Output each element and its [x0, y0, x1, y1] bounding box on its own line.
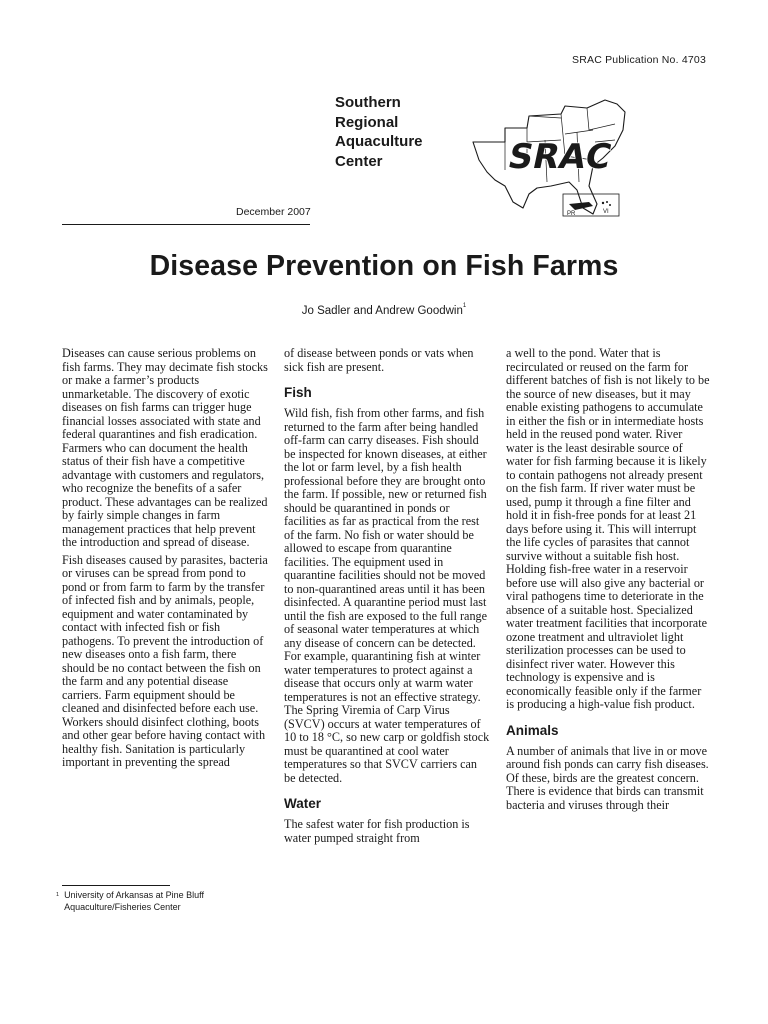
- footnote: [56, 890, 204, 913]
- body-paragraph: Wild fish, fish from other farms, and fish returned to the farm after being handled off-farm can carry diseases. Fish should be inspected for known diseases, at either the lot or farm level, by a fish health professional before they are brought onto the farm. If possible, new or returned fish should be quarantined in ponds or facilities as far as practical from the rest of the farm. No fish or water should be allowed to escape from quarantine facilities. The equipment used in quarantine facilities should not be moved to non-quarantined areas until it has been disinfected. A quarantine period must last until the fish are exposed to the full range of seasonal water temperatures at which any disease of concern can be detected. For example, quarantining fish at winter water temperatures to protect against a disease that occurs only at warm water temperatures is not an effective strategy. The Spring Viremia of Carp Virus (SVCV) occurs at water temperatures of 10 to 18 °C, so new carp or goldfish stock must be quarantined at cool water temperatures so that SVCV carriers can be detected.: [284, 406, 490, 785]
- srac-map-logo-icon: [465, 90, 635, 225]
- authors-names: Jo Sadler and Andrew Goodwin: [301, 305, 463, 317]
- footnote-marker: 1: [56, 892, 60, 898]
- header-divider: [62, 224, 310, 225]
- srac-logo-text: SRAC: [504, 137, 615, 177]
- body-paragraph: a well to the pond. Water that is recirculated or reused on the farm for different batches of fish is not likely to be the source of new diseases, but it may enable existing pathogens to accumulate in either the fish or in intermediate hosts held in the reused pond water. River water is the least desirable source of water for fish farming because it is likely to contain pathogens not already present on the fish farm. If river water must be used, pump it through a fine filter and hold it in fish-free ponds for at least 21 days before using it. This will interrupt the life cycles of parasites that cannot survive without a suitable fish host. Holding fish-free water in a reservoir before use will also give any bacterial or viral pathogens time to deteriorate in the absence of a suitable host. Specialized water treatment facilities that incorporate ozone treatment and ultraviolet light sterilization processes can be used to disinfect river water. However this technology is expensive and is economically feasible only if the farmer is producing a high-value fish product.: [506, 346, 710, 711]
- org-name-line: Regional: [335, 113, 399, 131]
- body-paragraph: of disease between ponds or vats when sick fish are present.: [284, 346, 474, 374]
- org-name-line: Center: [335, 152, 383, 170]
- footnote-line: University of Arkansas at Pine Bluff: [64, 890, 204, 900]
- body-paragraph: The safest water for fish production is water pumped straight from: [284, 817, 470, 845]
- article-column-1: [62, 347, 268, 770]
- vi-label: VI: [603, 209, 609, 215]
- publication-date: December 2007: [236, 206, 311, 218]
- section-heading-animals: Animals: [506, 722, 559, 738]
- body-paragraph: Fish diseases caused by parasites, bacteria or viruses can be spread from pond to pond or from farm to farm by the transfer of infected fish and by animals, people, equipment and water contaminated by contact with infected fish or fish pathogens. To prevent the introduction of new diseases onto a fish farm, there should be no contact between the fish on the farm and any potential disease carriers. Farm equipment should be cleaned and disinfected before each use. Workers should disinfect clothing, boots and other gear before having contact with healthy fish. Sanitation is particularly important in preventing the spread: [62, 552, 268, 769]
- article-column-3: [506, 347, 712, 812]
- organization-name: [335, 93, 423, 171]
- body-paragraph: Diseases can cause serious problems on fish farms. They may decimate fish stocks or make a farmer’s products unmarketable. The discovery of exotic diseases on fish farms can trigger huge financial losses associated with state and federal quarantines and fish eradication. Farmers who can document the health status of their fish have a competitive advantage with customers and regulators, who recognize the benefits of a safer product. These advantages can be realized by fairly simple changes in farm management practices that help prevent the introduction and spread of disease.: [62, 346, 268, 549]
- section-heading-water: Water: [284, 796, 322, 811]
- authors-line: [0, 305, 768, 317]
- author-footnote-marker: 1: [462, 303, 467, 309]
- footnote-divider: [62, 885, 170, 886]
- footnote-line: Aquaculture/Fisheries Center: [64, 901, 181, 912]
- pr-label: PR: [567, 211, 576, 217]
- page-title: Disease Prevention on Fish Farms: [149, 250, 619, 282]
- publication-number: SRAC Publication No. 4703: [572, 54, 706, 66]
- org-name-line: Southern: [335, 94, 401, 111]
- body-paragraph: A number of animals that live in or move around fish ponds can carry fish diseases. Of these, birds are the greatest concern. There is evidence that birds can transmit bacteria and viruses through their: [506, 743, 709, 812]
- article-column-2: [284, 347, 490, 845]
- org-name-line: Aquaculture: [335, 133, 423, 150]
- section-heading-fish: Fish: [284, 385, 312, 400]
